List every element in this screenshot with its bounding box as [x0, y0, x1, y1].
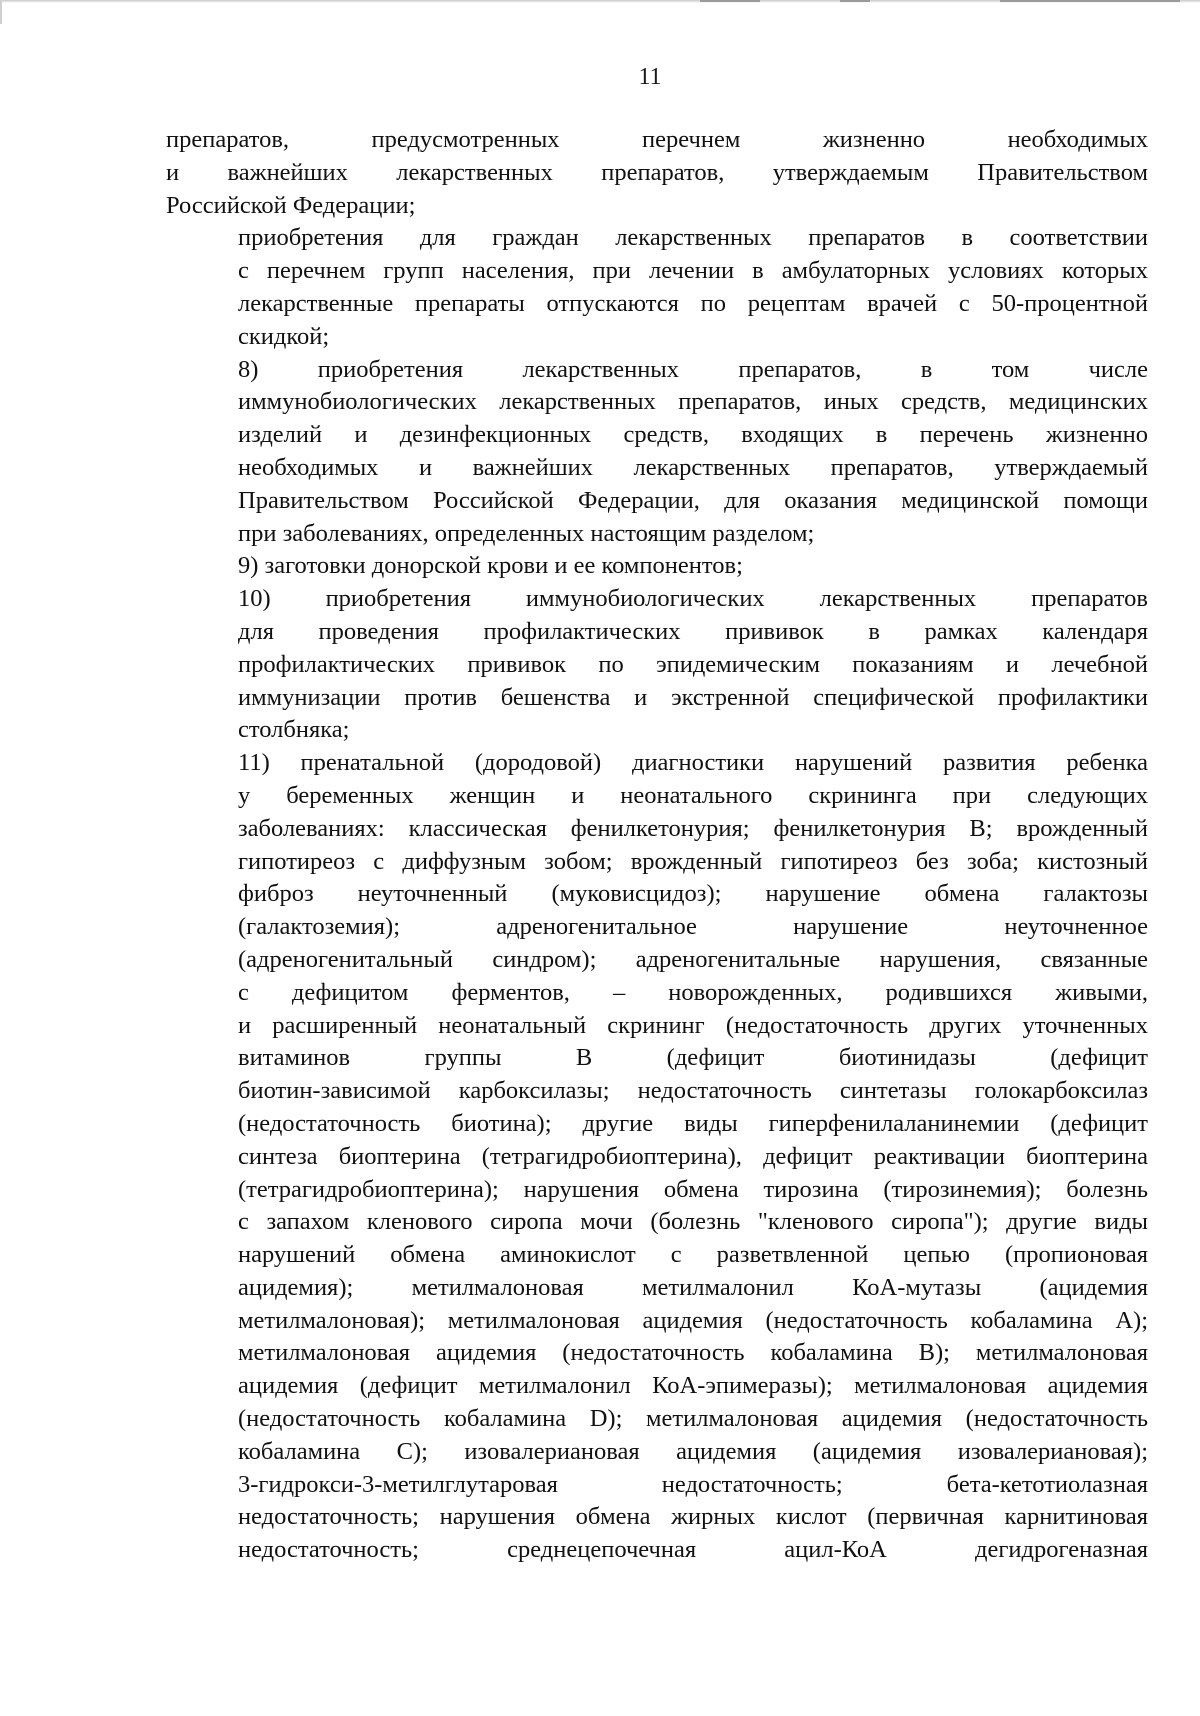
scan-mark: [1000, 0, 1180, 2]
text-line: иммунобиологических лекарственных препаратов, иных средств, медицинских: [238, 388, 1148, 416]
text-line: ацидемия); метилмалоновая метилмалонил КоА-мутазы (ацидемия: [238, 1273, 1148, 1301]
paragraph: [166, 354, 1148, 551]
paragraph: [166, 583, 1148, 747]
text-line: (адреногенитальный синдром); адреногенитальные нарушения, связанные: [238, 945, 1148, 973]
text-line: (недостаточность кобаламина D); метилмалоновая ацидемия (недостаточность: [238, 1405, 1148, 1433]
paragraph: [166, 124, 1148, 222]
text-line: препаратов, предусмотренных перечнем жизненно необходимых: [166, 126, 1148, 153]
text-line: скидкой;: [238, 322, 330, 350]
text-line: изделий и дезинфекционных средств, входящих в перечень жизненно: [238, 421, 1148, 449]
text-line: заболеваниях: классическая фенилкетонурия; фенилкетонурия В; врожденный: [238, 814, 1148, 842]
text-line: биотин-зависимой карбоксилазы; недостаточность синтетазы голокарбоксилаз: [238, 1077, 1148, 1105]
text-line: столбняка;: [238, 716, 350, 744]
text-line: 3-гидрокси-3-метилглутаровая недостаточность; бета-кетотиолазная: [238, 1470, 1148, 1498]
text-line: 9) заготовки донорской крови и ее компонентов;: [238, 552, 743, 580]
text-line: Российской Федерации;: [166, 191, 416, 219]
text-line: синтеза биоптерина (тетрагидробиоптерина), дефицит реактивации биоптерина: [238, 1142, 1148, 1170]
document-body: [166, 124, 1148, 1567]
text-line: профилактических прививок по эпидемическим показаниям и лечебной: [238, 650, 1148, 678]
text-line: кобаламина С); изовалериановая ацидемия (ацидемия изовалериановая);: [238, 1437, 1148, 1465]
text-line: гипотиреоз с диффузным зобом; врожденный гипотиреоз без зоба; кистозный: [238, 847, 1148, 875]
text-line: метилмалоновая); метилмалоновая ацидемия (недостаточность кобаламина А);: [238, 1306, 1148, 1334]
text-line: недостаточность; среднецепочечная ацил-КоА дегидрогеназная: [238, 1536, 1148, 1564]
text-line: 8) приобретения лекарственных препаратов, в том числе: [238, 355, 1148, 383]
text-line: с запахом кленового сиропа мочи (болезнь "кленового сиропа"); другие виды: [238, 1208, 1148, 1236]
text-line: для проведения профилактических прививок в рамках календаря: [238, 617, 1148, 645]
scan-mark: [840, 0, 870, 2]
text-line: 10) приобретения иммунобиологических лекарственных препаратов: [238, 585, 1148, 613]
text-line: с дефицитом ферментов, – новорожденных, родившихся живыми,: [238, 978, 1148, 1006]
text-line: (недостаточность биотина); другие виды гиперфенилаланинемии (дефицит: [238, 1109, 1148, 1137]
text-line: недостаточность; нарушения обмена жирных кислот (первичная карнитиновая: [238, 1503, 1148, 1531]
text-line: и расширенный неонатальный скрининг (недостаточность других уточненных: [238, 1011, 1148, 1039]
paragraph: [166, 550, 1148, 583]
text-line: приобретения для граждан лекарственных препаратов в соответствии: [238, 224, 1148, 252]
text-line: ацидемия (дефицит метилмалонил КоА-эпимеразы); метилмалоновая ацидемия: [238, 1372, 1148, 1400]
text-line: лекарственные препараты отпускаются по рецептам врачей с 50-процентной: [238, 289, 1148, 317]
paragraph: [166, 747, 1148, 1567]
text-line: у беременных женщин и неонатального скрининга при следующих: [238, 781, 1148, 809]
text-line: метилмалоновая ацидемия (недостаточность кобаламина В); метилмалоновая: [238, 1339, 1148, 1367]
text-line: витаминов группы В (дефицит биотинидазы (дефицит: [238, 1044, 1148, 1072]
text-line: иммунизации против бешенства и экстренной специфической профилактики: [238, 683, 1148, 711]
text-line: 11) пренатальной (дородовой) диагностики нарушений развития ребенка: [238, 749, 1148, 777]
text-line: нарушений обмена аминокислот с разветвленной цепью (пропионовая: [238, 1241, 1148, 1269]
text-line: с перечнем групп населения, при лечении в амбулаторных условиях которых: [238, 257, 1148, 285]
text-line: (галактоземия); адреногенитальное нарушение неуточненное: [238, 913, 1148, 941]
paragraph: [166, 222, 1148, 353]
text-line: необходимых и важнейших лекарственных препаратов, утверждаемый: [238, 453, 1148, 481]
text-line: (тетрагидробиоптерина); нарушения обмена тирозина (тирозинемия); болезнь: [238, 1175, 1148, 1203]
text-line: при заболеваниях, определенных настоящим разделом;: [238, 519, 815, 547]
text-line: и важнейших лекарственных препаратов, утверждаемым Правительством: [166, 158, 1148, 186]
text-line: Правительством Российской Федерации, для оказания медицинской помощи: [238, 486, 1148, 514]
text-line: фиброз неуточненный (муковисцидоз); нарушение обмена галактозы: [238, 880, 1148, 908]
scan-mark: [700, 0, 760, 2]
scan-edge-left: [0, 0, 2, 24]
page-number: 11: [638, 64, 662, 90]
